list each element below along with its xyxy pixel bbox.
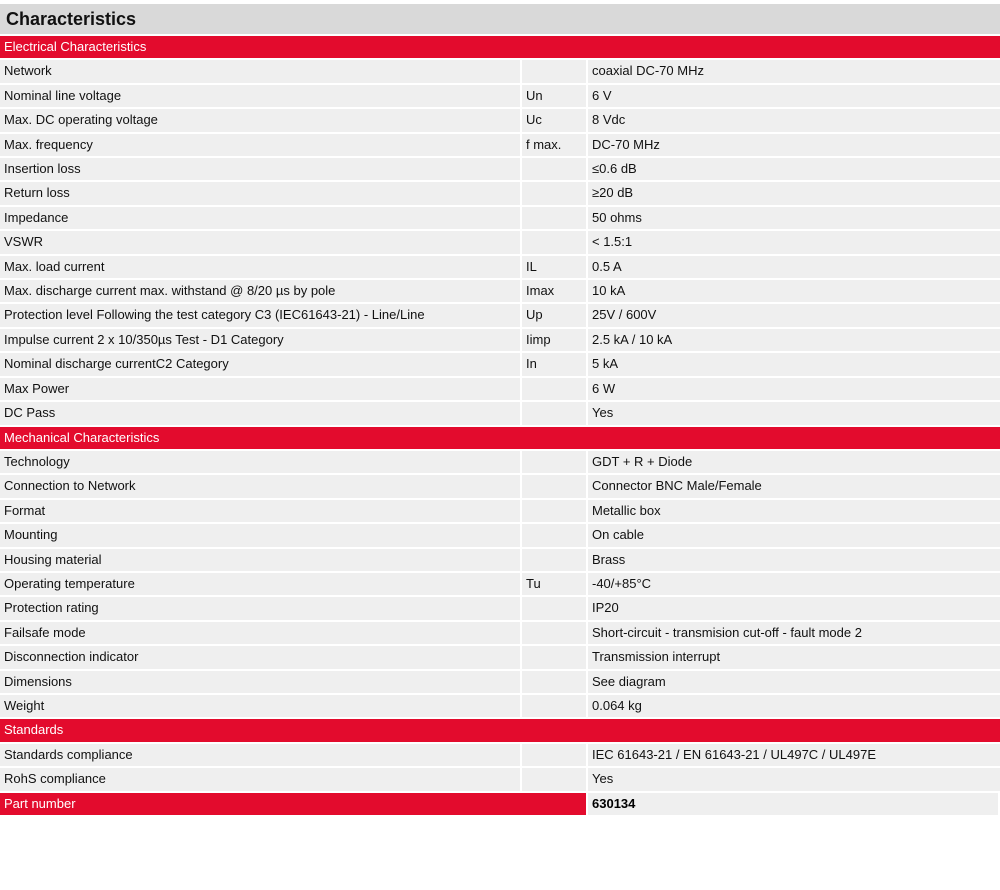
row-symbol [522,378,588,400]
section-header-mechanical: Mechanical Characteristics [0,427,1000,451]
row-label: Failsafe mode [0,622,522,644]
row-value: ≤0.6 dB [588,158,1000,180]
table-row [0,597,1000,621]
row-label: Max. DC operating voltage [0,109,522,131]
table-row [0,475,1000,499]
table-row [0,402,1000,426]
row-label: DC Pass [0,402,522,424]
table-row [0,768,1000,792]
row-value: See diagram [588,671,1000,693]
row-value: coaxial DC-70 MHz [588,60,1000,82]
table-row [0,573,1000,597]
row-label: Operating temperature [0,573,522,595]
row-label: Network [0,60,522,82]
page-title: Characteristics [0,4,1000,34]
row-symbol [522,646,588,668]
row-label: Max. frequency [0,134,522,156]
row-value: IP20 [588,597,1000,619]
section-header-standards: Standards [0,719,1000,743]
row-label: Protection level Following the test category C3 (IEC61643-21) - Line/Line [0,304,522,326]
table-row [0,524,1000,548]
row-symbol [522,402,588,424]
table-row [0,60,1000,84]
row-value: 25V / 600V [588,304,1000,326]
row-value: 8 Vdc [588,109,1000,131]
row-value: 50 ohms [588,207,1000,229]
table-row [0,109,1000,133]
row-label: Dimensions [0,671,522,693]
row-value: ≥20 dB [588,182,1000,204]
table-row [0,329,1000,353]
row-symbol [522,622,588,644]
row-symbol: Un [522,85,588,107]
table-row [0,378,1000,402]
row-label: Impedance [0,207,522,229]
row-symbol: f max. [522,134,588,156]
row-symbol [522,597,588,619]
row-label: Return loss [0,182,522,204]
row-symbol: Up [522,304,588,326]
row-symbol [522,158,588,180]
row-value: 6 V [588,85,1000,107]
row-symbol [522,500,588,522]
table-row [0,500,1000,524]
row-value: GDT + R + Diode [588,451,1000,473]
row-symbol: In [522,353,588,375]
row-label: Format [0,500,522,522]
row-value: 6 W [588,378,1000,400]
row-value: Connector BNC Male/Female [588,475,1000,497]
table-row [0,207,1000,231]
row-symbol [522,768,588,790]
row-value: 5 kA [588,353,1000,375]
row-symbol [522,671,588,693]
part-number-value: 630134 [588,793,1000,815]
row-label: Protection rating [0,597,522,619]
table-row [0,231,1000,255]
row-symbol [522,695,588,717]
row-value: < 1.5:1 [588,231,1000,253]
row-label: RohS compliance [0,768,522,790]
row-label: Standards compliance [0,744,522,766]
row-label: VSWR [0,231,522,253]
table-row [0,646,1000,670]
table-row [0,158,1000,182]
row-symbol: Tu [522,573,588,595]
row-symbol: Iimp [522,329,588,351]
table-row [0,256,1000,280]
row-value: Metallic box [588,500,1000,522]
table-row [0,85,1000,109]
row-value: Transmission interrupt [588,646,1000,668]
table-row [0,744,1000,768]
row-value: Short-circuit - transmision cut-off - fault mode 2 [588,622,1000,644]
row-symbol [522,60,588,82]
part-number-row [0,793,1000,817]
table-row [0,451,1000,475]
row-label: Connection to Network [0,475,522,497]
table-row [0,549,1000,573]
row-value: On cable [588,524,1000,546]
row-label: Insertion loss [0,158,522,180]
row-symbol [522,549,588,571]
row-label: Max Power [0,378,522,400]
part-number-label: Part number [0,793,588,815]
section-header-electrical: Electrical Characteristics [0,36,1000,60]
row-value: Brass [588,549,1000,571]
row-label: Housing material [0,549,522,571]
row-symbol [522,524,588,546]
row-value: 0.064 kg [588,695,1000,717]
table-row [0,182,1000,206]
row-symbol [522,475,588,497]
characteristics-table [0,36,1000,817]
row-label: Mounting [0,524,522,546]
row-value: 2.5 kA / 10 kA [588,329,1000,351]
table-row [0,671,1000,695]
row-value: 0.5 A [588,256,1000,278]
row-value: IEC 61643-21 / EN 61643-21 / UL497C / UL497E [588,744,1000,766]
row-label: Max. discharge current max. withstand @ 8/20 µs by pole [0,280,522,302]
table-row [0,695,1000,719]
row-value: -40/+85°C [588,573,1000,595]
row-symbol [522,744,588,766]
row-symbol [522,451,588,473]
table-row [0,353,1000,377]
row-label: Nominal discharge currentC2 Category [0,353,522,375]
row-label: Weight [0,695,522,717]
row-symbol: Imax [522,280,588,302]
row-label: Max. load current [0,256,522,278]
row-symbol: Uc [522,109,588,131]
row-value: DC-70 MHz [588,134,1000,156]
table-row [0,280,1000,304]
table-row [0,622,1000,646]
row-value: 10 kA [588,280,1000,302]
row-symbol: IL [522,256,588,278]
row-symbol [522,231,588,253]
row-label: Technology [0,451,522,473]
row-label: Disconnection indicator [0,646,522,668]
row-label: Impulse current 2 x 10/350µs Test - D1 Category [0,329,522,351]
row-value: Yes [588,402,1000,424]
table-row [0,304,1000,328]
row-label: Nominal line voltage [0,85,522,107]
row-symbol [522,207,588,229]
row-symbol [522,182,588,204]
table-row [0,134,1000,158]
row-value: Yes [588,768,1000,790]
